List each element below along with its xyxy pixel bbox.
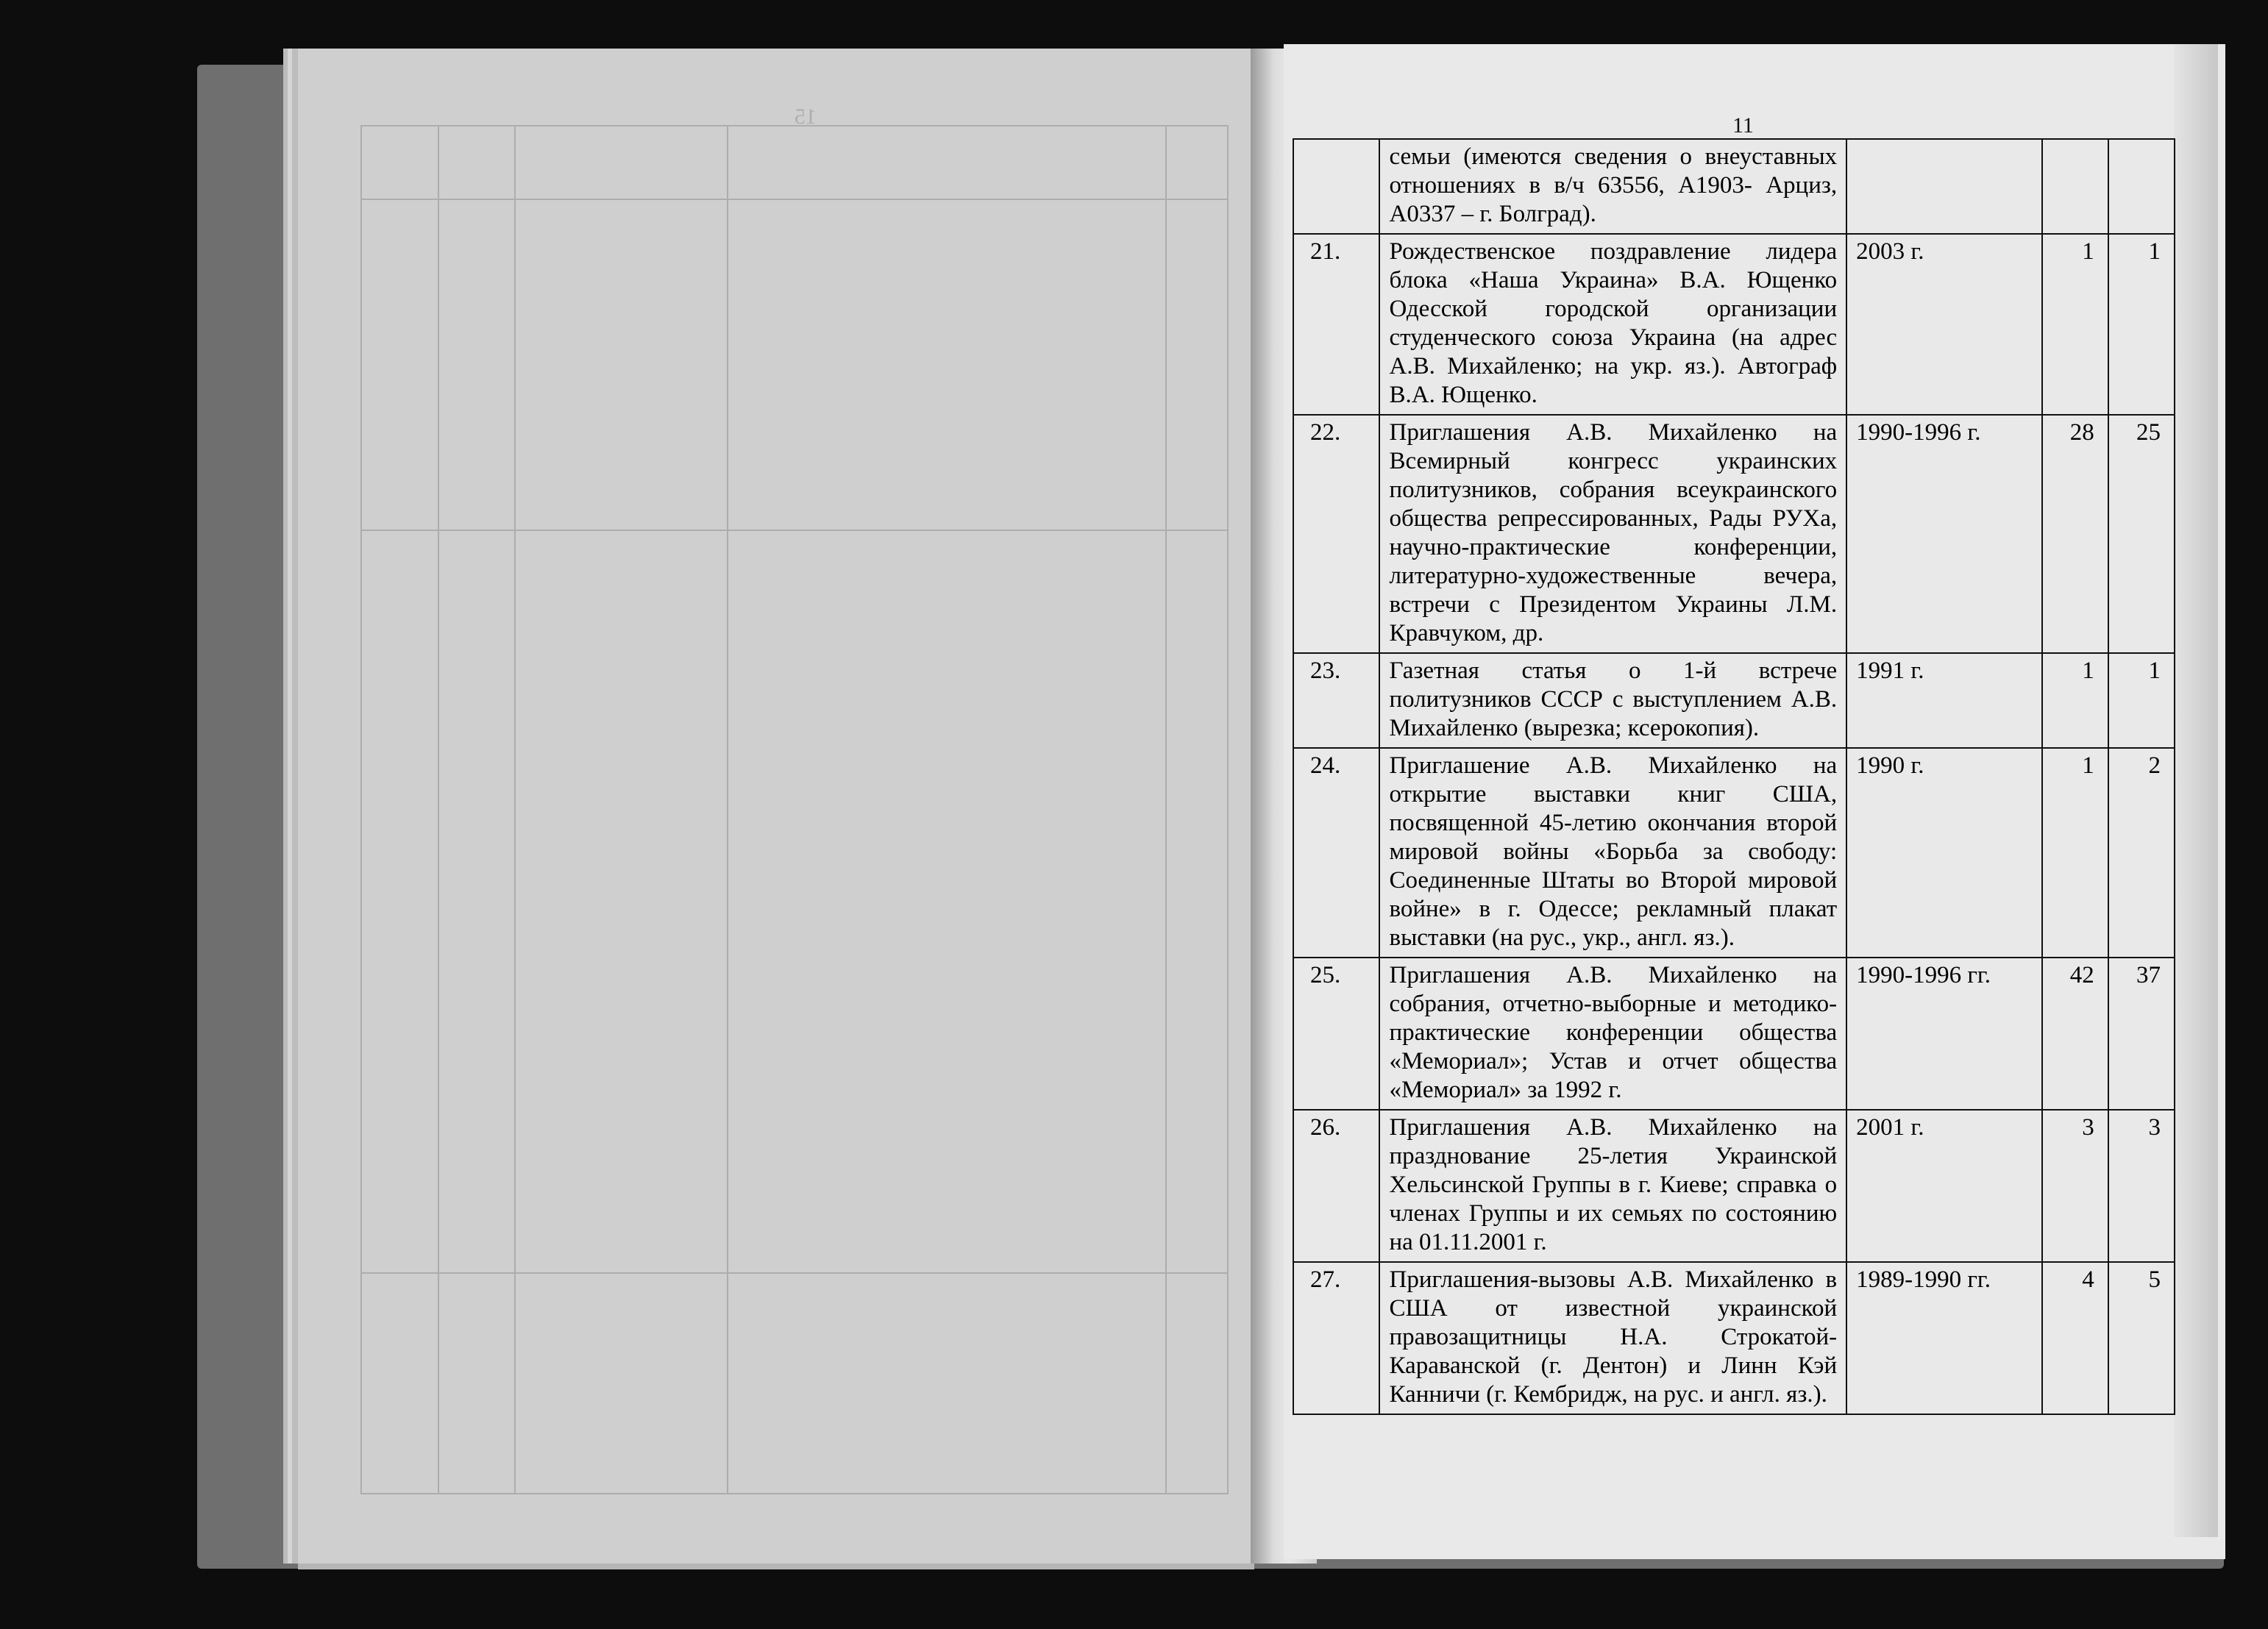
record-docs: 3 [2108,1110,2175,1262]
record-date: 1990 г. [1846,748,2041,958]
record-date: 2003 г. [1846,234,2041,415]
record-description: Приглашения-вызовы А.В. Михайленко в США от известной украинской правозащитницы Н.А. Строкатой-Караванской (г. Дентон) и Линн Кэй Канничи (г. Кембридж, на рус. и англ. яз.). [1379,1262,1846,1414]
record-date: 2001 г. [1846,1110,2041,1262]
table-row [1293,958,2175,1110]
record-number [1293,139,1379,234]
record-date: 1989-1990 гг. [1846,1262,2041,1414]
record-sheets: 1 [2042,653,2108,748]
page-edge-stack [2174,44,2218,1537]
record-description: Приглашения А.В. Михайленко на собрания, отчетно-выборные и методико-практические конференции общества «Мемориал»; Устав и отчет общества «Мемориал» за 1992 г. [1379,958,1846,1110]
table-row [1293,1110,2175,1262]
record-number: 25. [1293,958,1379,1110]
record-description: Приглашения А.В. Михайленко на празднование 25-летия Украинской Хельсинской Группы в г. Киеве; справка о членах Группы и их семьях по состоянию на 01.11.2001 г. [1379,1110,1846,1262]
record-sheets: 4 [2042,1262,2108,1414]
table-row [1293,139,2175,234]
record-docs: 1 [2108,234,2175,415]
record-sheets: 28 [2042,415,2108,653]
record-sheets: 1 [2042,748,2108,958]
record-date [1846,139,2041,234]
record-number: 23. [1293,653,1379,748]
record-description: семьи (имеются сведения о внеуставных отношениях в в/ч 63556, А1903- Арциз, А0337 – г. Болград). [1379,139,1846,234]
record-description: Приглашения А.В. Михайленко на Всемирный конгресс украинских политузников, собрания всеукраинского общества репрессированных, Рады РУХа, научно-практические конференции, литературно-художественные вечера, встречи с Президентом Украины Л.М. Кравчуком, др. [1379,415,1846,653]
record-docs: 1 [2108,653,2175,748]
table-row [1293,653,2175,748]
table-row [1293,234,2175,415]
record-number: 24. [1293,748,1379,958]
page-number: 11 [1732,113,1754,138]
record-date: 1990-1996 гг. [1846,958,2041,1110]
table-row [1293,748,2175,958]
left-page-bleed-through: 15 [360,125,1229,1471]
record-number: 27. [1293,1262,1379,1414]
record-sheets: 1 [2042,234,2108,415]
inventory-table [1293,138,2175,1415]
record-docs: 5 [2108,1262,2175,1414]
table-row [1293,1262,2175,1414]
record-sheets [2042,139,2108,234]
record-number: 22. [1293,415,1379,653]
table-row [1293,415,2175,653]
record-sheets: 42 [2042,958,2108,1110]
record-docs: 2 [2108,748,2175,958]
record-docs: 25 [2108,415,2175,653]
record-docs: 37 [2108,958,2175,1110]
record-date: 1991 г. [1846,653,2041,748]
record-number: 21. [1293,234,1379,415]
record-date: 1990-1996 г. [1846,415,2041,653]
record-description: Приглашение А.В. Михайленко на открытие выставки книг США, посвященной 45-летию окончания второй мировой войны «Борьба за свободу: Соединенные Штаты во Второй мировой войне» в г. Одессе; рекламный плакат выставки (на рус., укр., англ. яз.). [1379,748,1846,958]
record-number: 26. [1293,1110,1379,1262]
record-docs [2108,139,2175,234]
record-description: Газетная статья о 1-й встрече политузников СССР с выступлением А.В. Михайленко (вырезка; ксерокопия). [1379,653,1846,748]
record-sheets: 3 [2042,1110,2108,1262]
record-description: Рождественское поздравление лидера блока «Наша Украина» В.А. Ющенко Одесской городской организации студенческого союза Украина (на адрес А.В. Михайленко; на укр. яз.). Автограф В.А. Ющенко. [1379,234,1846,415]
